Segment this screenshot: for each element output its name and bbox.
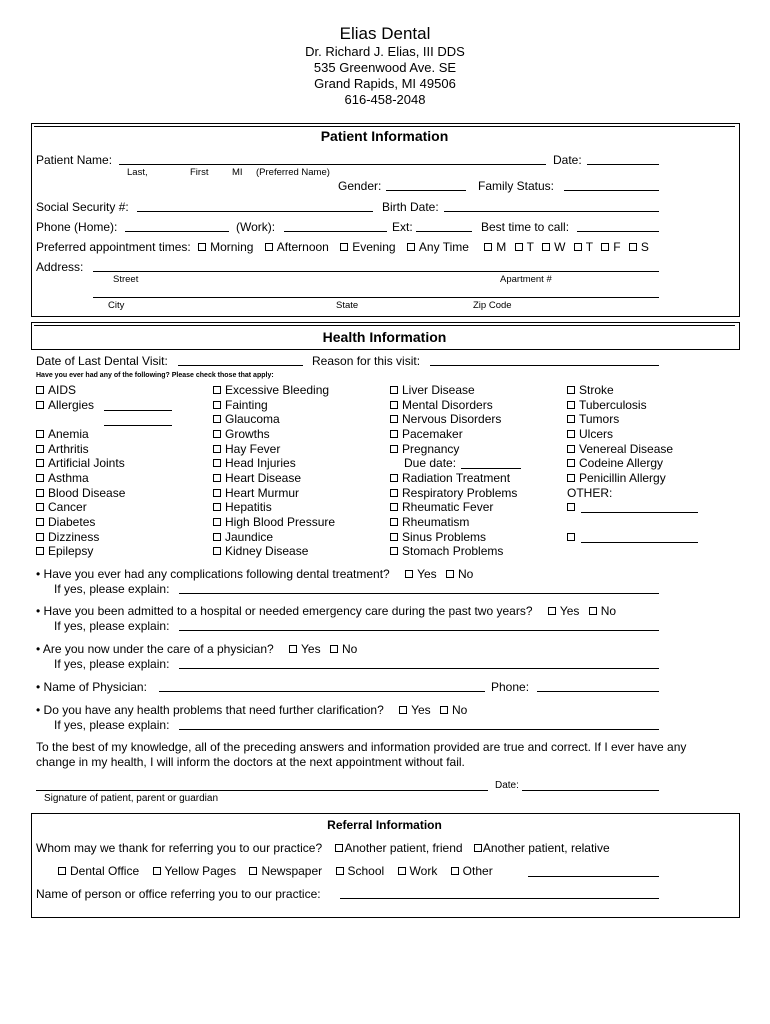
certification-line-2: change in my health, I will inform the doctors at the next appointment without fail.	[36, 755, 465, 769]
checkbox-icon[interactable]	[213, 474, 221, 482]
signature-date-label: Date:	[495, 780, 519, 791]
checkbox-icon[interactable]	[36, 430, 44, 438]
checkbox-icon[interactable]	[567, 401, 575, 409]
cond-epilepsy[interactable]: Epilepsy	[36, 544, 93, 558]
cond-stroke[interactable]: Stroke	[567, 383, 614, 397]
q5-explain-field[interactable]	[179, 729, 659, 730]
q1-no[interactable]: No	[446, 567, 473, 581]
checkbox-icon[interactable]	[390, 547, 398, 555]
ref-other-field[interactable]	[528, 876, 659, 877]
other-field-2[interactable]	[581, 542, 698, 543]
checkbox-icon[interactable]	[36, 547, 44, 555]
checkbox-icon[interactable]	[213, 547, 221, 555]
q1-explain-label: If yes, please explain:	[54, 582, 170, 596]
checkbox-icon[interactable]	[213, 430, 221, 438]
physician-name-label: • Name of Physician:	[36, 680, 147, 694]
checkbox-icon[interactable]	[390, 533, 398, 541]
checkbox-icon[interactable]	[567, 533, 575, 541]
checkbox-icon[interactable]	[36, 401, 44, 409]
q3-yes[interactable]: Yes	[289, 642, 321, 656]
state-sublabel: State	[336, 300, 359, 311]
checkbox-icon[interactable]	[330, 645, 338, 653]
checkbox-icon[interactable]	[36, 474, 44, 482]
checkbox-icon[interactable]	[567, 459, 575, 467]
due-date-field[interactable]	[461, 468, 521, 469]
cond-kidney-disease[interactable]: Kidney Disease	[213, 544, 308, 558]
cond-blood-disease[interactable]: Blood Disease	[36, 486, 125, 500]
cond-stomach-problems[interactable]: Stomach Problems	[390, 544, 503, 558]
ref-newspaper[interactable]: Newspaper	[249, 864, 322, 878]
checkbox-icon[interactable]	[213, 415, 221, 423]
checkbox-icon[interactable]	[567, 445, 575, 453]
cond-mental-disorders[interactable]: Mental Disorders	[390, 398, 493, 412]
certification-line-1: To the best of my knowledge, all of the preceding answers and information provided are true and correct. If I ever have any	[36, 740, 687, 754]
physician-phone-field[interactable]	[537, 691, 659, 692]
checkbox-icon[interactable]	[548, 607, 556, 615]
allergies-field-1[interactable]	[104, 410, 172, 411]
cond-radiation-treatment[interactable]: Radiation Treatment	[390, 471, 510, 485]
ref-school[interactable]: School	[336, 864, 385, 878]
checkbox-icon[interactable]	[405, 570, 413, 578]
ref-patient-friend[interactable]: Another patient, friend	[335, 841, 462, 855]
referral-section-title: Referral Information	[327, 818, 442, 832]
cond-aids[interactable]: AIDS	[36, 383, 76, 397]
cond-dizziness[interactable]: Dizziness	[36, 530, 99, 544]
cond-pregnancy[interactable]: Pregnancy	[390, 442, 459, 456]
pref-evening[interactable]: Evening	[340, 240, 395, 254]
question-physician: • Are you now under the care of a physician? Yes No	[36, 642, 358, 656]
cond-respiratory-problems[interactable]: Respiratory Problems	[390, 486, 517, 500]
cond-excessive-bleeding[interactable]: Excessive Bleeding	[213, 383, 329, 397]
q2-explain-label: If yes, please explain:	[54, 619, 170, 633]
checkbox-icon[interactable]	[36, 533, 44, 541]
date-label: Date:	[553, 153, 582, 167]
best-time-label: Best time to call:	[481, 220, 570, 234]
day-sat[interactable]: S	[629, 240, 649, 254]
address-label: Address:	[36, 260, 84, 274]
ssn-label: Social Security #:	[36, 200, 129, 214]
checkbox-icon[interactable]	[574, 243, 582, 251]
last-visit-label: Date of Last Dental Visit:	[36, 354, 168, 368]
checkbox-icon[interactable]	[446, 570, 454, 578]
checkbox-icon[interactable]	[340, 243, 348, 251]
cond-fainting[interactable]: Fainting	[213, 398, 268, 412]
checkbox-icon[interactable]	[36, 386, 44, 394]
q3-explain-label: If yes, please explain:	[54, 657, 170, 671]
ref-patient-relative[interactable]: Another patient, relative	[474, 841, 610, 855]
reason-label: Reason for this visit:	[312, 354, 421, 368]
q3-no[interactable]: No	[330, 642, 357, 656]
apartment-sublabel: Apartment #	[500, 274, 552, 285]
checkbox-icon[interactable]	[484, 243, 492, 251]
other-field-1[interactable]	[581, 512, 698, 513]
checkbox-icon[interactable]	[213, 518, 221, 526]
ext-field[interactable]	[416, 231, 472, 232]
patient-section-title: Patient Information	[320, 128, 449, 144]
checkbox-icon[interactable]	[390, 386, 398, 394]
phone-work-label: (Work):	[236, 220, 276, 234]
checkbox-icon[interactable]	[153, 867, 161, 875]
checkbox-icon[interactable]	[567, 474, 575, 482]
sub-mi: MI	[232, 167, 243, 178]
practice-phone: 616-458-2048	[344, 92, 426, 107]
cond-penicillin-allergy[interactable]: Penicillin Allergy	[567, 471, 666, 485]
ref-work[interactable]: Work	[398, 864, 438, 878]
physician-name-field[interactable]	[159, 691, 485, 692]
day-mon[interactable]: M	[484, 240, 506, 254]
question-complications: • Have you ever had any complications following dental treatment? Yes No	[36, 567, 474, 581]
question-clarification: • Do you have any health problems that need further clarification? Yes No	[36, 703, 468, 717]
checkbox-icon[interactable]	[390, 401, 398, 409]
checkbox-icon[interactable]	[213, 533, 221, 541]
checkbox-icon[interactable]	[198, 243, 206, 251]
physician-phone-label: Phone:	[491, 680, 530, 694]
pref-any-time[interactable]: Any Time	[407, 240, 469, 254]
checkbox-icon[interactable]	[249, 867, 257, 875]
cond-pacemaker[interactable]: Pacemaker	[390, 427, 463, 441]
cond-tumors[interactable]: Tumors	[567, 412, 619, 426]
cond-asthma[interactable]: Asthma	[36, 471, 89, 485]
best-time-field[interactable]	[577, 231, 659, 232]
checkbox-icon[interactable]	[213, 459, 221, 467]
sub-last: Last,	[127, 167, 148, 178]
cond-nervous-disorders[interactable]: Nervous Disorders	[390, 412, 501, 426]
cond-head-injuries[interactable]: Head Injuries	[213, 456, 296, 470]
checkbox-icon[interactable]	[440, 706, 448, 714]
day-tue[interactable]: T	[515, 240, 534, 254]
doctor-name: Dr. Richard J. Elias, III DDS	[305, 44, 465, 59]
preferred-times-label: Preferred appointment times:	[36, 240, 191, 254]
phone-home-field[interactable]	[125, 231, 229, 232]
checkbox-icon[interactable]	[399, 706, 407, 714]
referral-options-row	[58, 864, 493, 878]
cond-hay-fever[interactable]: Hay Fever	[213, 442, 280, 456]
checkbox-icon[interactable]	[36, 518, 44, 526]
q2-no[interactable]: No	[589, 604, 616, 618]
cond-hepatitis[interactable]: Hepatitis	[213, 500, 272, 514]
checkbox-icon[interactable]	[390, 474, 398, 482]
q5-explain-label: If yes, please explain:	[54, 718, 170, 732]
referrer-name-label: Name of person or office referring you to our practice:	[36, 887, 321, 901]
sub-first: First	[190, 167, 209, 178]
cond-cancer[interactable]: Cancer	[36, 500, 87, 514]
checkbox-icon[interactable]	[390, 518, 398, 526]
due-date-label: Due date:	[404, 456, 457, 470]
checkbox-icon[interactable]	[36, 459, 44, 467]
checkbox-icon[interactable]	[451, 867, 459, 875]
checkbox-icon[interactable]	[213, 489, 221, 497]
checkbox-icon[interactable]	[474, 844, 482, 852]
cond-ulcers[interactable]: Ulcers	[567, 427, 613, 441]
patient-section-frame	[31, 123, 740, 317]
health-section-title: Health Information	[322, 329, 447, 345]
practice-name: Elias Dental	[339, 24, 431, 43]
zip-sublabel: Zip Code	[473, 300, 512, 311]
q2-yes[interactable]: Yes	[548, 604, 580, 618]
cond-artificial-joints[interactable]: Artificial Joints	[36, 456, 125, 470]
q1-yes[interactable]: Yes	[405, 567, 437, 581]
cond-glaucoma[interactable]: Glaucoma	[213, 412, 280, 426]
other-checkbox-2[interactable]	[567, 530, 579, 544]
phone-work-field[interactable]	[284, 231, 387, 232]
gender-field[interactable]	[386, 190, 466, 191]
allergies-field-2[interactable]	[104, 425, 172, 426]
referrer-name-field[interactable]	[340, 898, 659, 899]
checkbox-icon[interactable]	[213, 503, 221, 511]
ref-other[interactable]: Other	[451, 864, 493, 878]
checkbox-icon[interactable]	[36, 503, 44, 511]
checkbox-icon[interactable]	[567, 503, 575, 511]
cond-tuberculosis[interactable]: Tuberculosis	[567, 398, 647, 412]
ssn-field[interactable]	[137, 211, 373, 212]
checkbox-icon[interactable]	[265, 243, 273, 251]
cond-arthritis[interactable]: Arthritis	[36, 442, 89, 456]
q1-explain-field[interactable]	[179, 593, 659, 594]
checkbox-icon[interactable]	[407, 243, 415, 251]
cond-sinus-problems[interactable]: Sinus Problems	[390, 530, 486, 544]
patient-name-field[interactable]	[119, 164, 546, 165]
birth-date-field[interactable]	[444, 211, 659, 212]
checkbox-icon[interactable]	[567, 415, 575, 423]
cond-heart-disease[interactable]: Heart Disease	[213, 471, 301, 485]
cond-liver-disease[interactable]: Liver Disease	[390, 383, 475, 397]
conditions-instructions: Have you ever had any of the following? Please check those that apply:	[36, 372, 274, 379]
practice-street: 535 Greenwood Ave. SE	[313, 60, 457, 75]
checkbox-icon[interactable]	[213, 401, 221, 409]
patient-name-label: Patient Name:	[36, 153, 113, 167]
day-wed[interactable]: W	[542, 240, 565, 254]
cond-diabetes[interactable]: Diabetes	[36, 515, 95, 529]
cond-jaundice[interactable]: Jaundice	[213, 530, 273, 544]
q2-explain-field[interactable]	[179, 630, 659, 631]
ref-dental-office[interactable]: Dental Office	[58, 864, 139, 878]
reason-field[interactable]	[430, 365, 659, 366]
signature-date-field[interactable]	[522, 790, 659, 791]
practice-city: Grand Rapids, MI 49506	[314, 76, 456, 91]
pref-afternoon[interactable]: Afternoon	[265, 240, 329, 254]
address-city-field[interactable]	[93, 297, 659, 298]
other-checkbox-1[interactable]	[567, 500, 579, 514]
checkbox-icon[interactable]	[515, 243, 523, 251]
gender-label: Gender:	[338, 179, 382, 193]
other-label: OTHER:	[567, 486, 613, 500]
checkbox-icon[interactable]	[390, 415, 398, 423]
day-fri[interactable]: F	[601, 240, 620, 254]
day-thu[interactable]: T	[574, 240, 593, 254]
referral-question: Whom may we thank for referring you to our practice? Another patient, friend Another patient, relative	[36, 841, 610, 855]
cond-high-blood-pressure[interactable]: High Blood Pressure	[213, 515, 335, 529]
ext-label: Ext:	[392, 220, 413, 234]
cond-venereal-disease[interactable]: Venereal Disease	[567, 442, 673, 456]
checkbox-icon[interactable]	[213, 386, 221, 394]
cond-rheumatic-fever[interactable]: Rheumatic Fever	[390, 500, 493, 514]
city-sublabel: City	[108, 300, 125, 311]
street-sublabel: Street	[113, 274, 139, 285]
family-status-field[interactable]	[564, 190, 659, 191]
signature-label: Signature of patient, parent or guardian	[44, 793, 219, 804]
checkbox-icon[interactable]	[390, 489, 398, 497]
family-status-label: Family Status:	[478, 179, 555, 193]
last-visit-field[interactable]	[178, 365, 303, 366]
checkbox-icon[interactable]	[390, 430, 398, 438]
checkbox-icon[interactable]	[336, 867, 344, 875]
pref-morning[interactable]: Morning	[198, 240, 253, 254]
ref-yellow-pages[interactable]: Yellow Pages	[153, 864, 237, 878]
signature-field[interactable]	[36, 790, 488, 791]
checkbox-icon[interactable]	[36, 445, 44, 453]
checkbox-icon[interactable]	[289, 645, 297, 653]
checkbox-icon[interactable]	[601, 243, 609, 251]
q3-explain-field[interactable]	[179, 668, 659, 669]
cond-growths[interactable]: Growths	[213, 427, 270, 441]
checkbox-icon[interactable]	[629, 243, 637, 251]
cond-codeine-allergy[interactable]: Codeine Allergy	[567, 456, 663, 470]
cond-heart-murmur[interactable]: Heart Murmur	[213, 486, 299, 500]
checkbox-icon[interactable]	[36, 489, 44, 497]
checkbox-icon[interactable]	[335, 844, 343, 852]
preferred-times-row	[36, 240, 649, 254]
checkbox-icon[interactable]	[390, 503, 398, 511]
checkbox-icon[interactable]	[398, 867, 406, 875]
checkbox-icon[interactable]	[567, 430, 575, 438]
q5-yes[interactable]: Yes	[399, 703, 431, 717]
q5-no[interactable]: No	[440, 703, 467, 717]
question-hospital: • Have you been admitted to a hospital or needed emergency care during the past two years? Yes No	[36, 604, 617, 618]
cond-anemia[interactable]: Anemia	[36, 427, 89, 441]
checkbox-icon[interactable]	[567, 386, 575, 394]
cond-rheumatism[interactable]: Rheumatism	[390, 515, 469, 529]
checkbox-icon[interactable]	[542, 243, 550, 251]
checkbox-icon[interactable]	[213, 445, 221, 453]
cond-allergies[interactable]: Allergies	[36, 398, 94, 412]
sub-preferred: (Preferred Name)	[256, 167, 330, 178]
birth-date-label: Birth Date:	[382, 200, 439, 214]
checkbox-icon[interactable]	[390, 445, 398, 453]
checkbox-icon[interactable]	[58, 867, 66, 875]
date-field[interactable]	[587, 164, 659, 165]
checkbox-icon[interactable]	[589, 607, 597, 615]
phone-home-label: Phone (Home):	[36, 220, 118, 234]
address-street-field[interactable]	[93, 271, 659, 272]
